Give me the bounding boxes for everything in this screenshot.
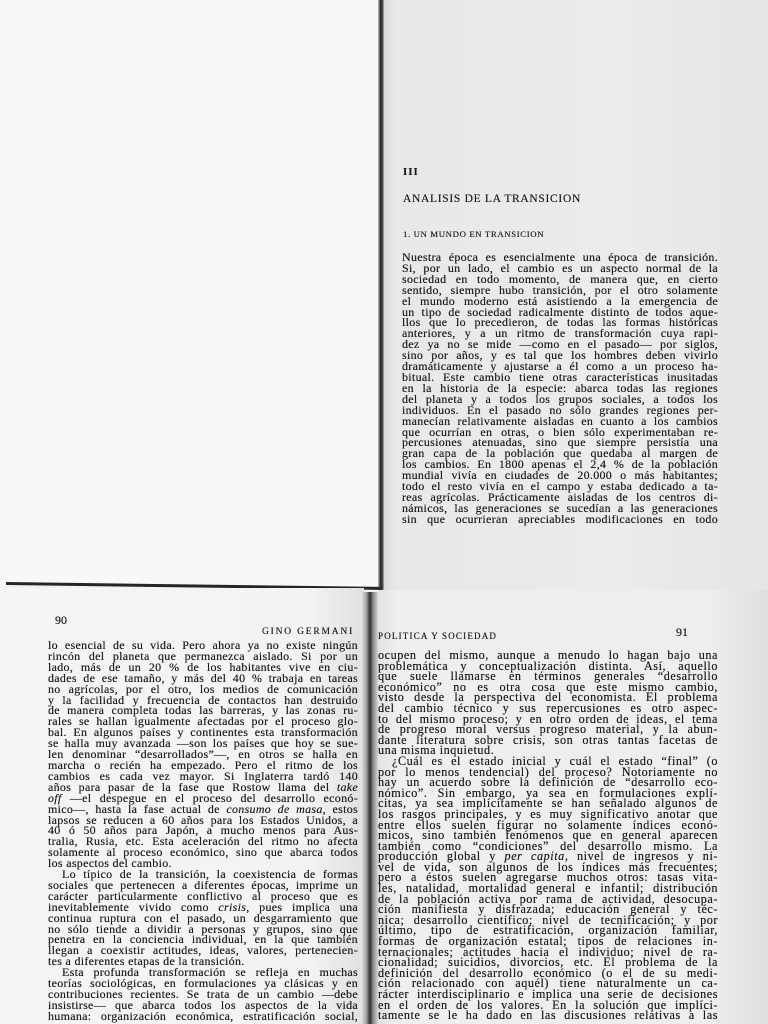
text-line: tralia, Rusia, etc. Esta aceleración del ritmo no afecta: [48, 834, 358, 849]
text-line: tamente se le ha dado en las discusiones relativas a las: [378, 1008, 718, 1023]
text-line: micos, sino también fenómenos que en general aparecen: [378, 828, 718, 843]
text-line: anteriores, y a un ritmo de transformación cuya rapi-: [402, 326, 718, 341]
italic-text: off: [48, 790, 62, 805]
text-line: sociales que pertenecen a diferentes épocas, imprime un: [48, 877, 358, 892]
gutter-shadow-top: [378, 0, 384, 590]
text-line: bal. En algunos países y continentes esta transformación: [48, 725, 358, 740]
chapter-title: ANALISIS DE LA TRANSICION: [403, 193, 581, 205]
paragraph: [48, 869, 358, 967]
text-line: llos que lo precedieron, de todas las formas históricas: [402, 315, 718, 330]
text-segment: , nivel de ingresos y ni-: [564, 849, 718, 864]
text-line: gran capa de la población que quedaba al margen de: [402, 446, 718, 461]
text-line: no sólo tiende a dividir a personas y grupos, sino que: [48, 921, 358, 936]
text-line: percusiones atenuadas, sino que siempre persistía una: [402, 435, 718, 450]
text-line: formas de organización estatal; tipos de relaciones in-: [378, 934, 718, 949]
text-line: cionalidad; suicidios, divorcios, etc. El problema de la: [378, 955, 718, 970]
text-line: len denominar “desarrollados”—, en otros se halla en: [48, 747, 358, 762]
paragraph: [48, 640, 358, 869]
text-line: nica; desarrollo científico; nivel de tecnificación; y por: [378, 912, 718, 927]
text-line: los cambios. En 1800 apenas el 2,4 % de la población: [402, 457, 718, 472]
text-line: carácter particularmente conflictivo al proceso que es: [48, 888, 358, 903]
blank-page-area: [0, 0, 380, 586]
text-line: manecían relativamente aisladas en cuanto a los cambios: [402, 413, 718, 428]
body-text-left-page: [48, 640, 358, 1022]
text-line: los aspectos del cambio.: [48, 856, 172, 871]
text-line: nómico”. Sin embargo, ya sea en formulaciones explí-: [378, 785, 718, 800]
text-line: contribuciones recientes. Se trata de un cambio —debe: [48, 987, 358, 1001]
text-line: Esta profunda transformación se refleja en muchas: [62, 965, 358, 980]
paragraph: [378, 650, 718, 756]
text-line: 40 ó 50 años para Japón, a mucho menos para Aus-: [48, 823, 358, 838]
paragraph: [48, 967, 358, 1022]
text-line: tes a diferentes etapas de la transición.: [48, 954, 245, 969]
text-line: ocupen del mismo, aunque a menudo lo hagan bajo una: [378, 648, 718, 662]
text-line: problemática y conceptualización distinta. Así, aquello: [378, 658, 718, 673]
text-line: un tipo de sociedad radicalmente distinto de todos aque-: [402, 304, 718, 319]
text-line: también como “condiciones” del desarrollo mismo. La: [378, 838, 718, 853]
text-line: el mundo moderno está asistiendo a la emergencia de: [402, 293, 718, 308]
text-line: mundial vivía en ciudades de 20.000 o más habitantes;: [402, 468, 718, 483]
text-line: en la historia de la especie: abarca todas las regiones: [402, 380, 718, 395]
text-line: una misma inquietud.: [378, 743, 495, 758]
italic-text: consumo de masa: [226, 801, 323, 816]
text-line: sociedad en todo momento, de manera que, en cierto: [402, 271, 718, 286]
text-line: dramáticamente y ajustarse a él como a un proceso ha-: [402, 359, 718, 374]
section-heading: 1. UN MUNDO EN TRANSICION: [403, 229, 545, 239]
text-line: de manera completa todas las barreras, y las zonas ru-: [48, 703, 358, 718]
text-line: vel de vida, son algunos de los índices más frecuentes;: [378, 859, 718, 874]
text-segment: , estos: [322, 801, 358, 816]
text-line: teorías sociológicas, en formulaciones ya clásicas y en: [48, 976, 358, 991]
text-line: no agrícolas, por el otro, los medios de comunicación: [48, 681, 358, 696]
text-line: del planeta y a todos los grupos sociales, a todos los: [402, 391, 718, 406]
page-number: 90: [55, 613, 67, 627]
text-line: Lo típico de la transición, la coexistencia de formas: [62, 867, 358, 882]
text-segment: producción global y: [378, 849, 505, 864]
text-line: reas agrícolas. Prácticamente aisladas de los centros di-: [402, 489, 718, 504]
text-line: dante literatura sobre crisis, son otras tantas facetas de: [378, 732, 718, 747]
text-line: dades de ese tamaño, y más del 40 % trabaja en tareas: [48, 670, 358, 685]
text-line: námicos, las generaciones se sucedían a las generaciones: [402, 500, 718, 515]
italic-text: crisis: [218, 899, 247, 914]
text-line: individuos. En el pasado no sólo grandes regiones per-: [402, 402, 718, 417]
text-line: los rasgos principales, y es muy significativo anotar que: [378, 806, 718, 821]
text-line: insistirse— que abarca todos los aspectos de la vida: [48, 997, 358, 1012]
text-line: de progreso moral versus progreso material, y la abun-: [378, 722, 718, 737]
running-head: GINO GERMANI: [262, 627, 355, 637]
paragraph: [378, 753, 718, 1023]
text-line: de la población activa por rama de actividad, desocupa-: [378, 891, 718, 906]
text-segment: mico—, hasta la fase actual de: [48, 801, 227, 816]
text-segment: años para pasar de la fase que Rostow llama del: [48, 779, 337, 794]
text-line: ción manifiesta y disfrazada; educación general y téc-: [378, 902, 718, 917]
text-line: pero a éstos suelen agregarse muchos otros: tasas vita-: [378, 870, 718, 885]
text-line: ternacionales; actitudes hacia el individuo; nivel de ra-: [378, 944, 718, 959]
text-line: todo el resto vivía en el campo y estaba dedicado a ta-: [402, 479, 718, 494]
chapter-number: III: [403, 166, 419, 178]
text-line: sentido, siempre hubo transición, por el otro solamente: [402, 282, 718, 297]
text-line: rales se hallan igualmente afectadas por el proceso glo-: [48, 714, 358, 729]
text-line: lado, más de un 20 % de los habitantes vive en ciu-: [48, 659, 358, 674]
text-line: penetra en la conciencia individual, en la que también: [48, 932, 358, 947]
text-line: sin que ocurrieran apreciables modificaciones en todo: [402, 511, 718, 526]
text-line: sino por años, y es tal que los hombres deben vivirlo: [402, 348, 718, 363]
body-text-right-page: [378, 650, 718, 1021]
text-line: ción relacionado con aquél) tiene naturalmente un ca-: [378, 976, 718, 991]
text-line: citas, ya sea implícitamente se han señalado algunos de: [378, 796, 718, 811]
text-line: que ocurrían en otras, o bien sólo experimentaban re-: [402, 424, 718, 439]
body-text-top-page: [402, 252, 718, 525]
text-line: rincón del planeta que permanezca aislado. Si por un: [48, 648, 358, 663]
text-segment: inevitablemente vivido como: [48, 899, 219, 914]
text-line: económico” no es otra cosa que este mismo cambio,: [378, 679, 718, 694]
text-line: entre ellos suelen figurar no solamente índices econó-: [378, 817, 718, 832]
italic-text: take: [336, 779, 358, 794]
text-line: bitual. Este cambio tiene otras características inusitadas: [402, 369, 718, 384]
text-line: último, tipo de estratificación, organización familiar,: [378, 923, 718, 938]
text-line: Si, por un lado, el cambio es un aspecto normal de la: [402, 260, 718, 275]
text-line: solamente al proceso económico, sino que abarca todos: [48, 845, 358, 860]
text-line: por lo menos tendencial) del proceso? Notoriamente no: [378, 764, 718, 779]
text-line: y la facilidad y frecuencia de contactos han destruido: [48, 692, 358, 707]
text-segment: —el despegue en el proceso del desarrollo econó-: [61, 790, 358, 805]
text-line: lapsos se reducen a 60 años para los Estados Unidos, a: [48, 812, 358, 827]
running-head: POLITICA Y SOCIEDAD: [378, 631, 498, 641]
text-line: continua ruptura con el pasado, un desgarramiento que: [48, 910, 358, 925]
italic-text: per capita: [504, 849, 565, 864]
text-line: marcha o recién ha empezado. Pero el ritmo de los: [48, 757, 358, 772]
text-line: rácter interdisciplinario e implica una serie de decisiones: [378, 987, 718, 1001]
text-line: dez ya no se mide —como en el pasado— por siglos,: [402, 337, 718, 352]
text-line: visto desde la perspectiva del economista. El problema: [378, 690, 718, 705]
text-line: en el orden de los valores. En la solución que implíci-: [378, 997, 718, 1012]
text-line: cambios es cada vez mayor. Si Inglaterra tardó 140: [48, 768, 358, 783]
page-number: 91: [676, 625, 688, 639]
text-line: definición del desarrollo económico (o el de su medi-: [378, 965, 718, 980]
text-line: ¿Cuál es el estado inicial y cuál el estado “final” (o: [392, 753, 718, 768]
text-line: que suele llamarse en términos generales “desarrollo: [378, 669, 718, 684]
text-line: llegan a coexistir actitudes, ideas, valores, pertenecien-: [48, 943, 358, 958]
text-line: hay un acuerdo sobre la definición de “desarrollo eco-: [378, 775, 718, 790]
text-line: lo esencial de su vida. Pero ahora ya no existe ningún: [48, 638, 358, 652]
text-line: les, natalidad, mortalidad general e infantil; distribución: [378, 881, 718, 896]
paragraph: [402, 252, 718, 525]
gutter-shadow-bottom: [362, 592, 378, 1024]
text-line: se halla muy avanzada —son los países que hoy se sue-: [48, 736, 358, 751]
text-line: Nuestra época es esencialmente una época de transición.: [402, 250, 718, 264]
text-line: del cambio técnico y sus repercusiones es otro aspec-: [378, 700, 718, 715]
text-line: to del mismo proceso; y en otro orden de ideas, el tema: [378, 711, 718, 726]
text-line: humana: organización económica, estratificación social,: [48, 1008, 358, 1023]
text-segment: , pues implica una: [246, 899, 358, 914]
